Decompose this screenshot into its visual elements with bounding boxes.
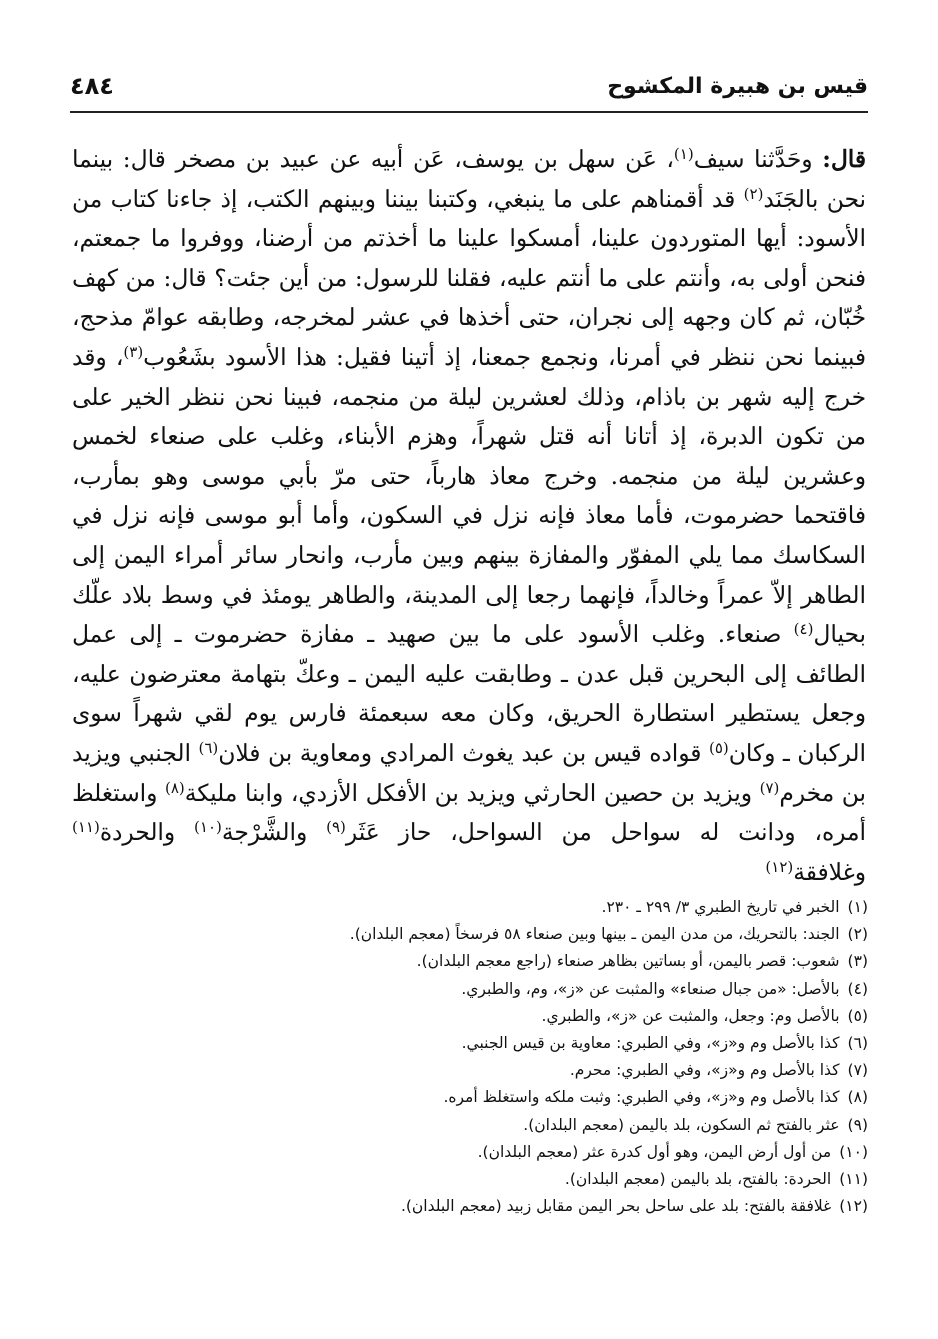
text-run: وغلافقة bbox=[793, 858, 866, 886]
footnote-number: (١٢) bbox=[839, 1197, 868, 1216]
footnote-text: كذا بالأصل وم و«ز»، وفي الطبري: معاوية بن قيس الجنبي. bbox=[461, 1034, 840, 1053]
text-run: ، وقد خرج إليه شهر بن باذام، وذلك لعشرين ليلة من منجمه، فبينا نحن ننظر الخير على من تكون الدبرة، إذ أتانا أنه قتل شهراً، وهزم الأبناء، وغلب على صنعاء لخمس وعشرين ليلة من منجمه. وخرج معاذ هارباً، حتى مرّ بأبي موسى وهو بمأرب، فاقتحما حضرموت، فأما معاذ فإنه نزل في السكون، وأما أبو موسى فإنه نزل في السكاسك مما يلي المفوّر والمفازة بينهم وبين مأرب، وانحار سائر أمراء اليمن إلى الطاهر إلاّ عمراً وخالداً، فإنهما رجعا إلى المدينة، والطاهر يومئذ في وسط بلاد علّك بحيال bbox=[72, 343, 866, 649]
narration-lead: قال: bbox=[822, 146, 866, 173]
footnote-text: عثر بالفتح ثم السكون، بلد باليمن (معجم البلدان). bbox=[523, 1115, 840, 1134]
footnote-number: (٢) bbox=[847, 925, 868, 944]
running-title: قيس بن هبيرة المكشوح bbox=[607, 74, 868, 99]
footnote-number: (٩) bbox=[847, 1115, 868, 1134]
footnote-marker: (٨) bbox=[164, 778, 185, 797]
footnote-marker: (١٢) bbox=[765, 857, 794, 876]
footnote-list bbox=[110, 894, 868, 1220]
footnote-text: بالأصل وم: وجعل، والمثبت عن «ز»، والطبري. bbox=[541, 1006, 840, 1025]
footnote-item bbox=[110, 921, 868, 948]
footnote-text: الجند: بالتحريك، من مدن اليمن ـ بينها وبين صنعاء ٥٨ فرسخاً (معجم البلدان). bbox=[349, 925, 840, 944]
footnote-text: الخبر في تاريخ الطبري ٣/ ٢٩٩ ـ ٢٣٠. bbox=[601, 898, 840, 916]
text-run: والحردة bbox=[99, 819, 195, 847]
footnote-number: (٦) bbox=[847, 1034, 868, 1053]
footnote-text: غلافقة بالفتح: بلد على ساحل بحر اليمن مقابل زبيد (معجم البلدان). bbox=[400, 1197, 832, 1216]
footnote-number: (٣) bbox=[847, 952, 868, 971]
footnote-item bbox=[110, 976, 868, 1003]
header-divider bbox=[70, 111, 868, 113]
footnote-marker: (١١) bbox=[72, 817, 100, 836]
footnote-number: (١) bbox=[847, 898, 868, 916]
footnote-number: (٥) bbox=[847, 1006, 868, 1025]
footnote-text: شعوب: قصر باليمن، أو بساتين بظاهر صنعاء (راجع معجم البلدان). bbox=[416, 952, 840, 971]
footnote-item bbox=[110, 1057, 868, 1084]
text-run: قواده قيس بن عبد يغوث المرادي ومعاوية بن فلان bbox=[218, 739, 709, 767]
footnote-item bbox=[110, 894, 868, 921]
text-run: وحَدَّثنا سيف bbox=[693, 146, 823, 173]
footnote-text: كذا بالأصل وم و«ز»، وفي الطبري: محرم. bbox=[569, 1061, 840, 1080]
footnote-marker: (٥) bbox=[708, 738, 729, 757]
footnote-marker: (٦) bbox=[198, 738, 219, 757]
footnote-item bbox=[110, 1193, 868, 1220]
footnote-number: (١١) bbox=[839, 1170, 868, 1189]
footnote-marker: (٩) bbox=[326, 817, 346, 836]
footnote-text: الحردة: بالفتح، بلد باليمن (معجم البلدان). bbox=[564, 1170, 832, 1189]
footnote-marker: (١٠) bbox=[194, 817, 222, 836]
footnote-item bbox=[110, 1166, 868, 1193]
footnote-marker: (٧) bbox=[759, 778, 780, 797]
main-text bbox=[72, 140, 866, 892]
footnote-number: (٧) bbox=[847, 1061, 868, 1080]
footnote-marker: (٤) bbox=[793, 619, 814, 638]
text-run: واستغلظ أمره، ودانت له سواحل من السواحل، حاز عَثَر bbox=[72, 779, 866, 847]
footnote-text: بالأصل: «من جبال صنعاء» والمثبت عن «ز»، وم، والطبري. bbox=[461, 979, 840, 998]
footnote-item bbox=[110, 1139, 868, 1166]
footnote-text: كذا بالأصل وم و«ز»، وفي الطبري: وثبت ملكه واستغلظ أمره. bbox=[443, 1088, 840, 1107]
text-run: قد أقمناهم على ما ينبغي، وكتبنا بيننا وبينهم الكتب، إذ جاءنا كتاب من الأسود: أيها المتوردون علينا، أمسكوا علينا ما أخذتم من أرضنا، ووفروا ما جمعتم، فنحن أولى به، وأنتم على ما أنتم عليه، فقلنا للرسول: من أين جئت؟ قال: من كهف خُبّان، ثم كان وجهه إلى نجران، حتى أخذها في عشر لمخرجه، وطابقه عوامّ مذحج، فبينما نحن ننظر في أمرنا، ونجمع جمعنا، إذ أتينا فقيل: هذا الأسود بشَعُوب bbox=[72, 185, 867, 371]
footnote-number: (٨) bbox=[847, 1088, 868, 1107]
page-header bbox=[70, 70, 868, 106]
footnote-number: (٤) bbox=[847, 979, 868, 998]
footnote-item bbox=[110, 948, 868, 975]
footnote-item bbox=[110, 1084, 868, 1111]
footnote-marker: (٢) bbox=[743, 184, 764, 203]
footnote-item bbox=[110, 1030, 868, 1057]
text-run: ويزيد بن حصين الحارثي ويزيد بن الأفكل الأزدي، وابنا مليكة bbox=[184, 779, 760, 807]
text-run: والشَّرْجة bbox=[221, 819, 327, 847]
footnote-marker: (١) bbox=[673, 144, 694, 163]
text-run: صنعاء. وغلب الأسود على ما بين صهيد ـ مفازة حضرموت ـ إلى عمل الطائف إلى البحرين قبل عدن ـ وطابقت عليه اليمن ـ وعكّ بتهامة معترضون عليه، وجعل يستطير استطارة الحريق، وكان معه سبعمئة فارس يوم لقي شهراً سوى الركبان ـ وكان bbox=[72, 621, 866, 767]
footnote-marker: (٣) bbox=[123, 342, 144, 361]
footnote-text: من أول أرض اليمن، وهو أول كدرة عثر (معجم البلدان). bbox=[477, 1142, 832, 1161]
text-run: الجنبي ويزيد بن مخرم bbox=[72, 739, 867, 807]
page-number: ٤٨٤ bbox=[70, 72, 114, 100]
footnote-item bbox=[110, 1112, 868, 1139]
footnotes bbox=[110, 894, 868, 1220]
main-text-content bbox=[72, 146, 866, 886]
text-run: ، عَن سهل بن يوسف، عَن أبيه عن عبيد بن مصخر قال: بينما نحن بالجَنَد bbox=[72, 146, 867, 213]
footnote-item bbox=[110, 1003, 868, 1030]
footnote-number: (١٠) bbox=[839, 1142, 868, 1161]
